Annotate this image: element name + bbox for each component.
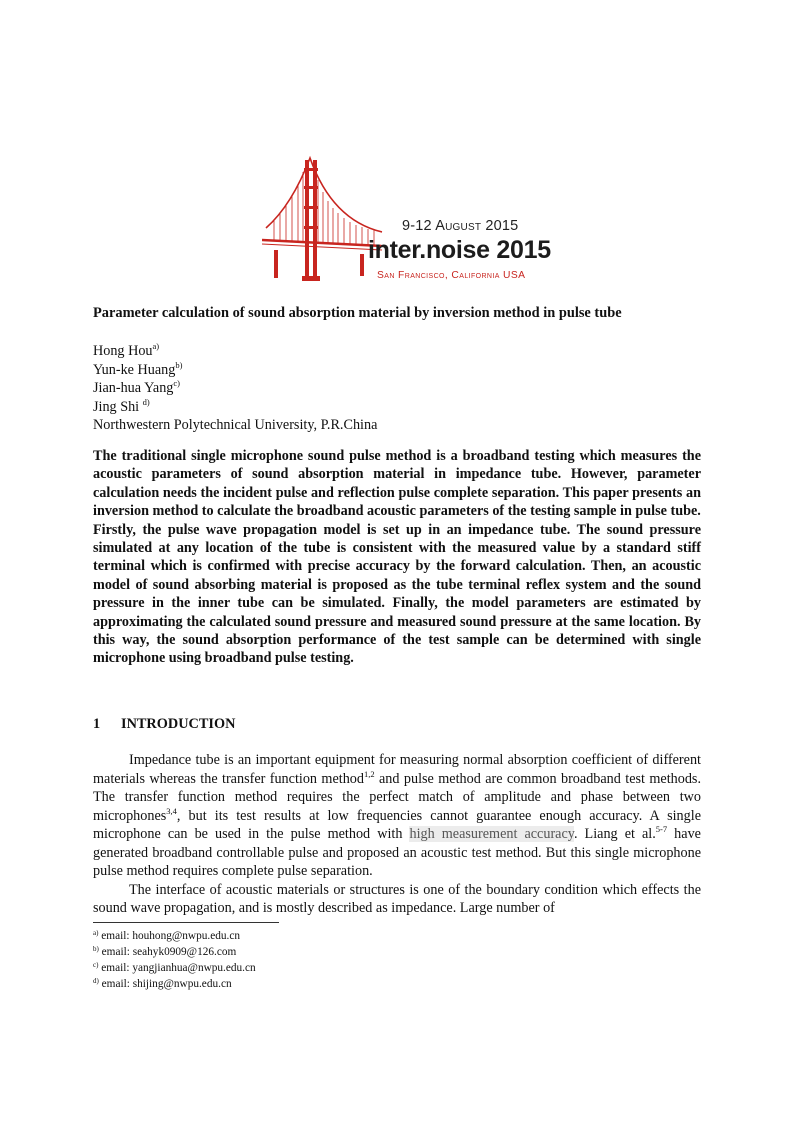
- conference-location: San Francisco, California USA: [377, 270, 526, 281]
- author-name: Jian-hua Yang: [93, 380, 174, 396]
- footnote-text: email: shijing@nwpu.edu.cn: [98, 978, 232, 990]
- author-name: Yun-ke Huang: [93, 361, 176, 378]
- footnote-mark: a): [93, 929, 99, 937]
- conference-logo: [262, 150, 551, 290]
- text-run: , but its test results at low frequencies cannot guarantee enough accuracy. A single microphone can be used in the pulse method with: [93, 807, 701, 842]
- author-mark: b): [175, 359, 183, 370]
- abstract-paragraph: The traditional single microphone sound pulse method is a broadband testing which measures the acoustic parameters of sound absorption material in impedance tube. However, parameter calculation needs the incident pulse and reflection pulse complete separation. This paper presents an inversion method to calculate the broadband acoustic parameters of the testing sample in pulse tube.: [93, 448, 701, 520]
- highlighted-text[interactable]: high measurement accuracy: [409, 826, 574, 842]
- author-line: [93, 361, 377, 380]
- footnote-text: email: yangjianhua@nwpu.edu.cn: [98, 962, 256, 974]
- paper-title: Parameter calculation of sound absorption material by inversion method in pulse tube: [93, 305, 622, 321]
- author-line: [93, 379, 377, 398]
- conference-date: 9-12 August 2015: [402, 218, 519, 234]
- citation: 1,2: [363, 768, 375, 779]
- abstract: [93, 447, 701, 668]
- footnote-text: email: seahyk0909@126.com: [98, 946, 237, 958]
- text-run: . Liang et al.: [573, 826, 656, 842]
- body-paragraph: The interface of acoustic materials or structures is one of the boundary condition which effects the sound wave propagation, and is mostly described as impedance. Large number of: [93, 881, 701, 916]
- body-text: [93, 751, 701, 918]
- text-run: and pulse method are common broadband test methods. The transfer function method requires the perfect match of amplitude and phase between two microphones: [93, 770, 701, 824]
- author-mark: c): [173, 378, 181, 388]
- footnote-text: email: houhong@nwpu.edu.cn: [98, 930, 241, 942]
- author-mark: a): [152, 341, 160, 351]
- section-heading: [93, 716, 235, 733]
- author-name: Hong Hou: [93, 343, 153, 359]
- abstract-paragraph: Firstly, the pulse wave propagation model is set up in an impedance tube. The sound pressure simulated at any location of the tube is consistent with the measured value by a standard stiff terminal which is confirmed with precise accuracy by the forward calculation. Then, an acoustic model of sound absorbing material is proposed as the tube terminal reflex system and the sound pressure in the inner tube can be simulated. Finally, the model parameters are estimated by approximating the calculated sound pressure and measured sound pressure at the same location. By this way, the sound absorption performance of the test sample can be determined with single microphone using broadband pulse testing.: [93, 521, 701, 667]
- text-run: Impedance tube is an important equipment for measuring normal absorption coefficient of different materials whereas the transfer function method: [93, 752, 701, 787]
- footnote: [93, 960, 256, 976]
- section-number: 1: [93, 716, 101, 732]
- footnote: [93, 976, 256, 992]
- citation: 3,4: [166, 805, 177, 816]
- footnote-mark: b): [93, 945, 99, 953]
- body-paragraph: [93, 751, 701, 881]
- footnote-rule: [93, 922, 279, 923]
- footnote-mark: c): [93, 961, 99, 969]
- author-line: [93, 342, 377, 361]
- footnote-mark: d): [93, 977, 99, 985]
- section-title: INTRODUCTION: [121, 716, 236, 732]
- author-line: [93, 398, 377, 417]
- author-mark: d): [142, 396, 150, 407]
- citation: 5-7: [655, 824, 668, 834]
- footnote: [93, 944, 256, 960]
- author-block: [93, 342, 377, 435]
- text-run: have generated broadband controllable pulse and proposed an acoustic test method. But this single microphone pulse method requires complete pulse separation.: [93, 826, 701, 879]
- footnote: [93, 928, 256, 944]
- author-name: Jing Shi: [93, 398, 143, 415]
- footnotes: [93, 928, 256, 992]
- affiliation: Northwestern Polytechnical University, P.R.China: [93, 417, 378, 433]
- conference-name: inter.noise 2015: [368, 236, 551, 264]
